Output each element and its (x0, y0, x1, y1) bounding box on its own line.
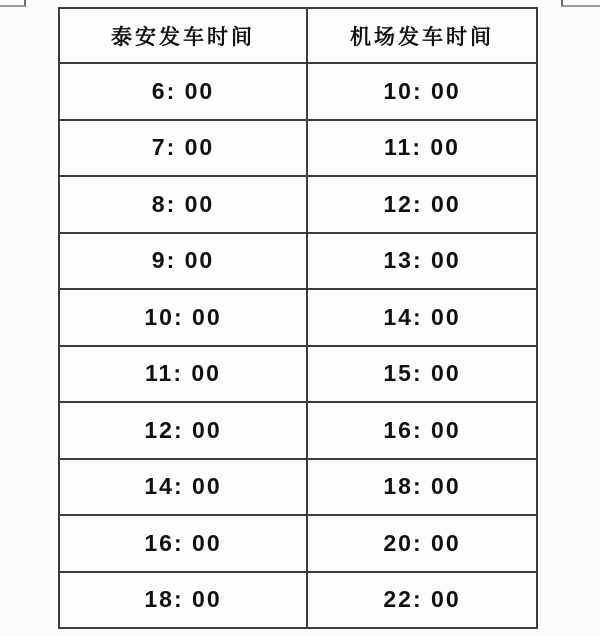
taian-time-cell: 14: 00 (60, 460, 308, 515)
table-row (60, 234, 536, 291)
table-row (60, 460, 536, 517)
airport-time-cell: 15: 00 (383, 360, 461, 387)
taian-time-cell: 16: 00 (60, 516, 308, 571)
airport-time-cell: 11: 00 (384, 134, 460, 161)
table-row (60, 177, 536, 234)
header-taian-departure: 泰安发车时间 (60, 9, 308, 62)
table-row (60, 516, 536, 573)
header-airport-departure: 机场发车时间 (350, 25, 494, 49)
airport-time-cell: 10: 00 (383, 77, 461, 104)
airport-time-cell: 13: 00 (383, 247, 461, 274)
airport-time-cell: 22: 00 (383, 586, 461, 613)
page-corner-artifact-left (0, 0, 26, 7)
airport-time-cell: 12: 00 (383, 190, 461, 217)
airport-time-cell: 16: 00 (383, 416, 461, 443)
taian-time-cell: 11: 00 (60, 347, 308, 402)
table-row (60, 64, 536, 121)
taian-time-cell: 8: 00 (60, 177, 308, 232)
airport-time-cell: 14: 00 (383, 303, 461, 330)
table-row (60, 290, 536, 347)
taian-time-cell: 10: 00 (60, 290, 308, 345)
airport-time-cell: 20: 00 (383, 529, 461, 556)
table-row (60, 403, 536, 460)
taian-time-cell: 12: 00 (60, 403, 308, 458)
table-row (60, 347, 536, 404)
taian-time-cell: 18: 00 (60, 573, 308, 628)
taian-time-cell: 7: 00 (60, 121, 308, 176)
table-row (60, 121, 536, 178)
airport-time-cell: 18: 00 (383, 473, 461, 500)
table-row (60, 573, 536, 628)
taian-time-cell: 9: 00 (60, 234, 308, 289)
table-header-row (60, 9, 536, 64)
taian-time-cell: 6: 00 (60, 64, 308, 119)
page-corner-artifact-right (561, 0, 600, 7)
bus-schedule-table (58, 7, 538, 629)
